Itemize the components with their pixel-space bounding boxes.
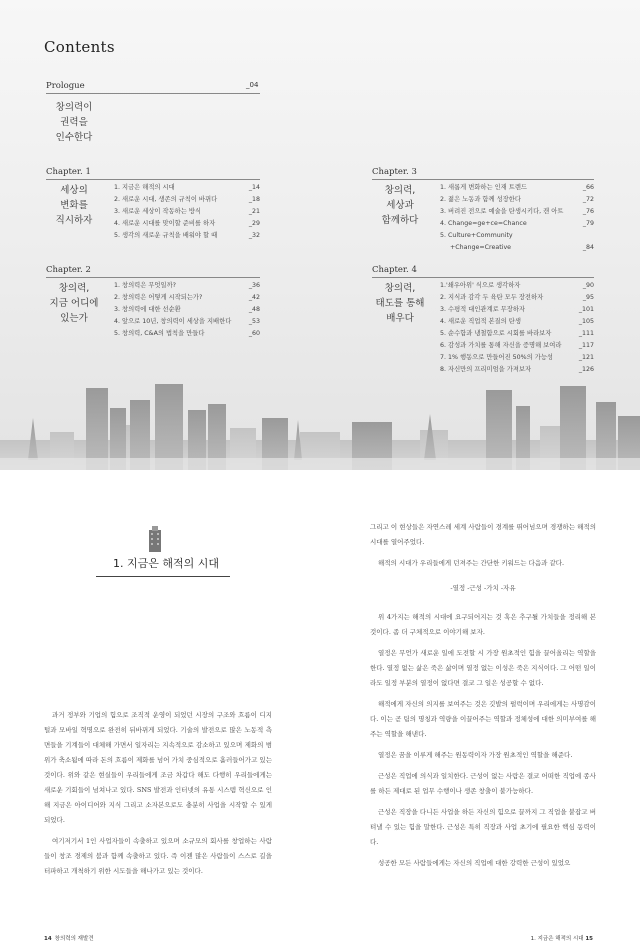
toc-entry[interactable]: 7. 1% 행동으로 만들어진 50%의 가능성 _121 (440, 354, 594, 361)
toc-entry[interactable]: 3. 창의력에 대한 선순환 _48 (114, 306, 260, 313)
paragraph: 그리고 이 현상들은 자연스레 세계 사람들이 경계를 뛰어넘으며 경쟁하는 해적의 시대를 열어주었다. (370, 523, 596, 546)
chapter-4-label: Chapter. 4 (372, 265, 594, 278)
toc-entry[interactable]: 1. 새롭게 변화하는 인재 트렌드 _66 (440, 184, 594, 191)
chapter-2-title: 창의력, 지금 어디에 있는가 (49, 283, 99, 324)
chapter-3-title: 창의력, 세상과 함께하다 (381, 185, 419, 226)
toc-entry[interactable]: 3. 새로운 세상이 작동하는 방식 _21 (114, 208, 260, 215)
toc-entry[interactable]: 1. 지금은 해적의 시대 _14 (114, 184, 260, 191)
chapter-3-label: Chapter. 3 (372, 167, 594, 180)
toc-entry[interactable]: 3. 버려진 전으로 예술을 탄생시키다, 캔 아트 _76 (440, 208, 594, 215)
chapter-running-head: 1. 지금은 해적의 시대 (530, 936, 584, 942)
toc-entry[interactable]: 5. Culture+Community (440, 232, 513, 239)
chapter-1-label: Chapter. 1 (46, 167, 260, 180)
book-title: 창의력의 재발견 (54, 936, 94, 942)
chapter-1-items (114, 182, 260, 242)
prologue-title: 창의력이 권력을 인수한다 (55, 102, 93, 143)
chapter-2-items (114, 280, 260, 340)
paragraph: 해적의 시대가 우리들에게 던져주는 간단한 키워드는 다음과 같다. (378, 559, 565, 567)
page-number: 15 (585, 936, 593, 942)
prologue-label: Prologue (46, 81, 260, 94)
toc-entry[interactable]: +Change=Creative _84 (450, 244, 594, 251)
keyword-list: -열정 -근성 -가치 -자유 (450, 584, 516, 592)
left-page-footer (44, 934, 94, 942)
toc-entry[interactable]: 4. 새로운 직업적 본질의 탄생 _105 (440, 318, 594, 325)
toc-title: Contents (44, 38, 115, 56)
left-body-text (44, 708, 272, 885)
paragraph: 성공한 모든 사람들에게는 자신의 직업에 대한 강력한 근성이 있었으 (378, 859, 571, 867)
toc-entry[interactable]: 4. Change=ge+ce=Chance _79 (440, 220, 594, 227)
prologue-page: _04 (246, 81, 259, 89)
paragraph: 열정은 꿈을 이루게 해주는 원동력이자 가장 원초적인 역할을 해준다. (378, 751, 573, 759)
section-title: 1. 지금은 해적의 시대 (113, 557, 219, 570)
toc-entry[interactable]: 4. 앞으로 10년, 창의력이 세상을 지배한다 _53 (114, 318, 260, 325)
toc-entry[interactable]: 1. 창의력은 무엇일까? _36 (114, 282, 260, 289)
toc-entry[interactable]: 2. 창의력은 어떻게 시작되는가? _42 (114, 294, 260, 301)
table-of-contents (0, 0, 640, 470)
toc-entry[interactable]: 8. 자신만의 프리미엄을 가져보자 _126 (440, 366, 594, 373)
toc-entry[interactable]: 2. 지식과 감각 두 육탄 모두 장전하자 _95 (440, 294, 594, 301)
chapter-1-title: 세상의 변화를 직시하자 (55, 185, 93, 226)
toc-entry[interactable]: 6. 감성과 가치를 통해 자신을 증명해 보여라 _117 (440, 342, 594, 349)
paragraph: 여기저기서 1인 사업자들이 속출하고 있으며 소규모의 회사를 창업하는 사람들이 창조 경제의 붐과 함께 속출하고 있다. 즉 이젠 많은 사람들이 스스로 길을 터파하고 개척하기 위한 시도들을 해나가고 있는 것이다. (44, 837, 272, 875)
toc-entry[interactable]: 5. 창의력, C&A의 법칙을 만들다 _60 (114, 330, 260, 337)
toc-entry[interactable]: 2. 젊은 노동과 함께 성장한다 _72 (440, 196, 594, 203)
chapter-2-label: Chapter. 2 (46, 265, 260, 278)
city-skyline-illustration (0, 370, 640, 470)
paragraph: 해적에게 자신의 의지를 보여주는 것은 깃발의 펄럭이며 우리에게는 사명감이다. 이는 곧 팀의 명칭과 역량을 이끌어주는 역할과 정체성에 대한 의미부여를 해주는 역할을 해낸다. (370, 700, 596, 738)
paragraph: 열정은 무언가 새로운 일에 도전할 시 가장 원초적인 힘을 끌어올리는 역할을 한다. 열정 없는 삶은 죽은 삶이며 열정 없는 이성은 죽은 지식이다. 그 어떤 일이라도 일정 부분의 열정이 없다면 결코 그 일은 성공할 수 없다. (370, 649, 596, 687)
right-page-footer (531, 934, 596, 942)
page-number: 14 (44, 936, 52, 942)
toc-entry[interactable]: 5. 생각의 새로운 규칙을 배워야 할 때 _32 (114, 232, 260, 239)
toc-entry[interactable]: 1.'쇄우아위' 식으로 생각하자 _90 (440, 282, 594, 289)
chapter-4-title: 창의력, 태도를 통해 배우다 (375, 283, 425, 324)
chapter-3-items (440, 182, 594, 254)
paragraph: 근성은 직업에 의식과 일치한다. 근성이 없는 사람은 결코 어떠한 직업에 종사를 하든 제대로 된 업무 수행이나 생존 창출이 불가능하다. (370, 772, 596, 795)
building-icon (146, 526, 164, 552)
paragraph: 과거 정부와 기업의 힘으로 조직적 운영이 되었던 시장의 구조와 흐름이 디지털과 모바일 혁명으로 완전히 뒤바뀌게 되었다. 기술의 발전으로 많은 노동적 측면들을 기계들이 대체해 가면서 일자리는 지속적으로 감소하고 있으며 제화의 범위가 축소됨에 따라 돈의 흐름이 제화를 넘어 가치 중심적으로 흘러들어가고 있는 것이다. 위와 같은 현실들이 우리들에게 조금 차갑다 해도 다행히 우리들에게는 새로운 기회들이 넘쳐나고 있다. SNS 발전과 인터넷의 유통 시스템 혁신으로 인해 지금은 아이디어와 지식 그리고 소자본으로도 충분히 사업을 시작할 수 있게 되었다. (44, 711, 272, 824)
right-body-text (370, 520, 596, 877)
section-title-rule (96, 576, 230, 577)
toc-entry[interactable]: 4. 새로운 시대를 맞이할 준비를 하자 _29 (114, 220, 260, 227)
chapter-4-items (440, 280, 594, 376)
paragraph: 근성은 직장을 다니든 사업을 하든 자신의 힘으로 끌까지 그 직업을 붙잡고 버텨낼 수 있는 힘을 말한다. 근성은 특히 직장과 사업 초기에 필요한 핵심 동력이다. (370, 808, 596, 846)
toc-entry[interactable]: 5. 순수함과 냉철함으로 시회를 바라보자 _111 (440, 330, 594, 337)
toc-entry[interactable]: 2. 새로운 시대, 생존의 규칙이 바뀌다 _18 (114, 196, 260, 203)
toc-entry[interactable]: 3. 수평적 대인관계로 무장하자 _101 (440, 306, 594, 313)
paragraph: 위 4가지는 해적의 시대에 요구되어지는 것 혹은 추구될 가치들을 정리해 본 것이다. 좀 더 구체적으로 이야기해 보자. (370, 613, 596, 636)
